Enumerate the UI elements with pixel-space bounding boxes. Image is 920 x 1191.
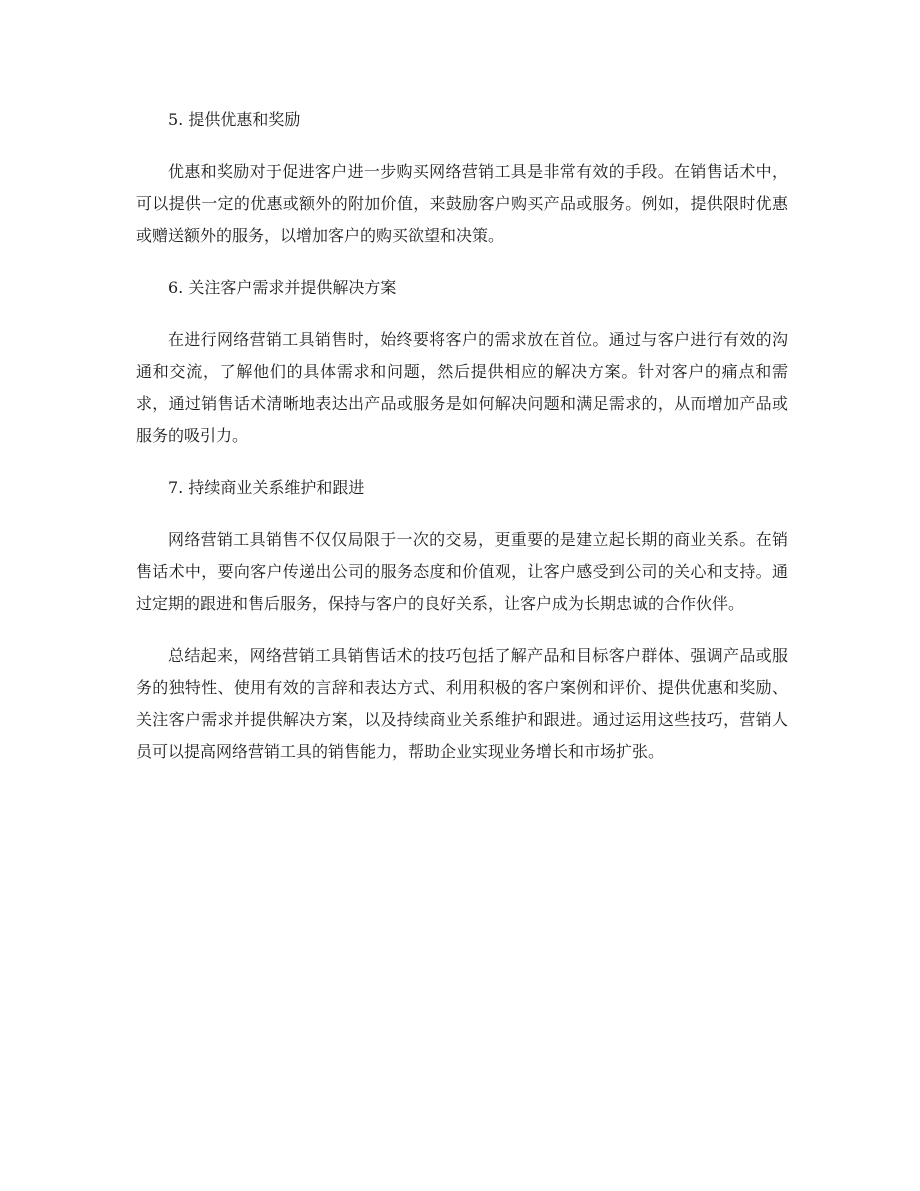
section-body-5: 优惠和奖励对于促进客户进一步购买网络营销工具是非常有效的手段。在销售话术中，可以提供一定的优惠或额外的附加价值，来鼓励客户购买产品或服务。例如，提供限时优惠或赠送额外的服务，以增加客户的购买欲望和决策。 — [136, 162, 788, 245]
document-content — [136, 104, 788, 788]
section-heading-6: 6. 关注客户需求并提供解决方案 — [168, 278, 397, 297]
section-body-6: 在进行网络营销工具销售时，始终要将客户的需求放在首位。通过与客户进行有效的沟通和交流，了解他们的具体需求和问题，然后提供相应的解决方案。针对客户的痛点和需求，通过销售话术清晰地表达出产品或服务是如何解决问题和满足需求的，从而增加产品或服务的吸引力。 — [136, 330, 788, 445]
section-body-7: 网络营销工具销售不仅仅局限于一次的交易，更重要的是建立起长期的商业关系。在销售话术中，要向客户传递出公司的服务态度和价值观，让客户感受到公司的关心和支持。通过定期的跟进和售后服务，保持与客户的良好关系，让客户成为长期忠诚的合作伙伴。 — [136, 530, 788, 613]
section-heading-7: 7. 持续商业关系维护和跟进 — [168, 478, 365, 497]
summary-paragraph: 总结起来，网络营销工具销售话术的技巧包括了解产品和目标客户群体、强调产品或服务的独特性、使用有效的言辞和表达方式、利用积极的客户案例和评价、提供优惠和奖励、关注客户需求并提供解决方案，以及持续商业关系维护和跟进。通过运用这些技巧，营销人员可以提高网络营销工具的销售能力，帮助企业实现业务增长和市场扩张。 — [136, 646, 788, 761]
section-heading-5: 5. 提供优惠和奖励 — [168, 110, 301, 129]
